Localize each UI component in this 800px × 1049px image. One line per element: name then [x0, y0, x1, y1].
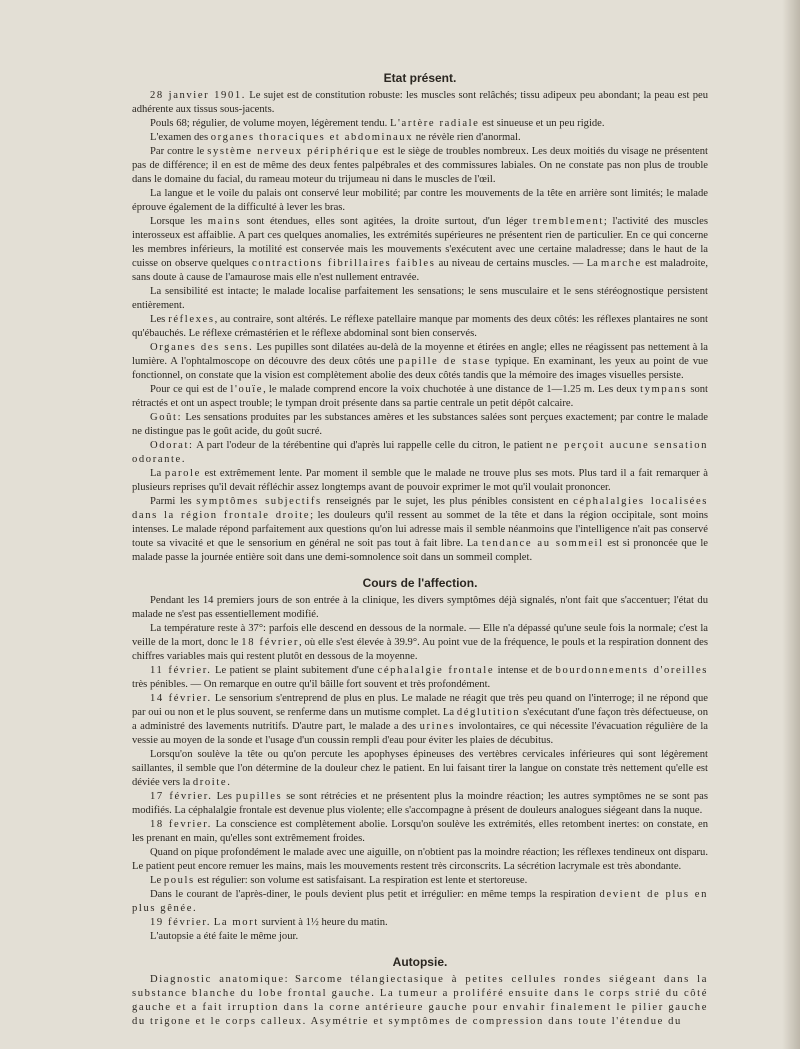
- paragraph: [132, 131, 708, 145]
- paragraph: [132, 888, 708, 916]
- text-run: sont rétractés et ont un aspect trouble; le tympan droit présente dans sa partie centrale un petit dépôt calcaire.: [132, 384, 708, 409]
- spaced-emphasis: Goût:: [150, 412, 183, 423]
- spaced-emphasis: symptômes subjectifs: [196, 496, 322, 507]
- section-heading-autopsie: Autopsie.: [392, 955, 448, 969]
- text-run: L'autopsie a été faite le même jour.: [150, 931, 299, 942]
- text-run: Quand on pique profondément le malade avec une aiguille, on n'obtient pas la moindre réaction; les réflexes tendineux ont disparu. Le patient peut encore remuer les mains, mais les mouvements restent très circonscrits. La sécrétion lacrymale est très abondante.: [132, 847, 708, 872]
- spaced-emphasis: tympans: [640, 384, 688, 395]
- spaced-emphasis: 14 février.: [150, 693, 212, 704]
- text-run: renseignés par le sujet, les plus pénibles consistent en: [321, 496, 574, 507]
- paragraph: [132, 664, 708, 692]
- text-run: Lorsqu'on soulève la tête ou qu'on percute les apophyses épineuses des vertèbres cervicales inférieures qui sont légèrement saillantes, il semble que l'on détermine de la douleur chez le patient. En lui faisant tirer la langue on constate très nettement qu'elle est déviée vers la: [132, 749, 708, 788]
- text-run: Par contre le: [150, 146, 208, 157]
- paragraph: [132, 117, 708, 131]
- paragraph: [132, 790, 708, 818]
- document-body: [132, 70, 708, 1029]
- spaced-emphasis: organes thoraciques et abdominaux: [210, 132, 414, 143]
- spaced-emphasis: 11 février.: [150, 665, 212, 676]
- text-run: est extrêmement lente. Par moment il semble que le malade ne trouve plus ses mots. Plus tard il a fait remarquer à plusieurs reprises qu'il devait réfléchir assez longtemps avant de pouvoir exprimer le mot qu'il voulait prononcer.: [132, 468, 708, 493]
- text-run: Le: [150, 875, 164, 886]
- paragraph: [132, 145, 708, 187]
- paragraph: [132, 383, 708, 411]
- paragraph: [132, 285, 708, 313]
- text-run: Les sensations produites par les substances amères et les substances salées sont perçues exactement; par contre le malade ne distingue pas le goût acide, du goût sucré.: [132, 412, 708, 437]
- spaced-emphasis: 28 janvier 1901.: [150, 90, 246, 101]
- text-run: Lorsque les: [150, 216, 208, 227]
- text-run: sont étendues, elles sont agitées, la droite surtout, d'un léger: [241, 216, 533, 227]
- text-run: Le sujet est de constitution robuste: les muscles sont relâchés; tissu adipeux peu abondant; la peau est peu adhérente aux tissus sous-jacents.: [132, 90, 708, 115]
- paragraph: [132, 930, 708, 944]
- paragraph: [132, 594, 708, 622]
- text-run: Pouls 68; régulier, de volume moyen, légèrement tendu.: [150, 118, 390, 129]
- text-run: , au contraire, sont altérés. Le réflexe patellaire manque par moments des deux côtés: les réflexes plantaires ne sont qu'ébauchés. Le réflexe crémastérien et le réflexe abdominal sont bien conservés.: [132, 314, 708, 339]
- spaced-emphasis: réflexes: [168, 314, 215, 325]
- spaced-emphasis: Diagnostic anatomique:: [150, 974, 290, 985]
- spaced-emphasis: 18 février: [241, 637, 299, 648]
- text-run: Pendant les 14 premiers jours de son entrée à la clinique, les divers symptômes déjà signalés, n'ont fait que s'accentuer; l'état du malade ne s'est pas essentiellement modifié.: [132, 595, 708, 620]
- text-run: est maladroite, sans doute à cause de l'amaurose mais elle n'est nullement entravée.: [132, 258, 708, 283]
- text-run: ne révèle rien d'anormal.: [413, 132, 521, 143]
- text-run: involontaires, ce qui nécessite l'évacuation régulière de la vessie au moyen de la sonde et l'usage d'un coussin rempli d'eau pour éviter les plaies de décubitus.: [132, 721, 708, 746]
- text-run: est si prononcée que le malade passe la journée entière soit dans une demi-somnolence soit dans un sommeil complet.: [132, 538, 709, 563]
- spaced-emphasis: céphalalgies localisées dans la région frontale droite: [132, 496, 709, 521]
- spaced-emphasis: système nerveux périphérique: [207, 146, 380, 157]
- text-run: Le sensorium s'entreprend de plus en plus. Le malade ne réagit que très peu quand on l'interroge; il ne répond que par oui ou non et le plus souvent, se renferme dans un mutisme complet. La: [132, 693, 708, 718]
- paragraph: [132, 818, 708, 846]
- text-run: .: [193, 903, 196, 914]
- spaced-emphasis: 18 fevrier.: [150, 819, 213, 830]
- spaced-emphasis: pupilles: [235, 791, 283, 802]
- text-run: Dans le courant de l'après-diner, le pouls devient plus petit et irrégulier: en même temps la respiration: [150, 889, 600, 900]
- text-run: , où elle s'est élevée à 39.9°. Au point vue de la fréquence, le pouls et la respiration donnent des chiffres variables mais qui restent plutôt en dessous de la moyenne.: [132, 637, 708, 662]
- spaced-emphasis: mains: [207, 216, 242, 227]
- text-run: Les: [212, 791, 236, 802]
- paragraph: [132, 495, 708, 565]
- spaced-emphasis: tendance au sommeil: [481, 538, 604, 549]
- paragraph: [132, 187, 708, 215]
- spaced-emphasis: papille de stase: [398, 356, 491, 367]
- spaced-emphasis: ne perçoit aucune sensation odorante: [132, 440, 708, 465]
- text-run: A part l'odeur de la térébentine qui d'après lui rappelle celle du citron, le patient: [193, 440, 547, 451]
- paragraph: [132, 313, 708, 341]
- text-run: Les pupilles sont dilatées au-delà de la moyenne et étirées en angle; elles ne réagissent pas nettement à la lumière. A l'ophtalmoscope on découvre des deux côtés une: [132, 342, 708, 367]
- spaced-emphasis: marche: [601, 258, 642, 269]
- spaced-emphasis: urines: [419, 721, 456, 732]
- text-run: , le malade comprend encore la voix chuchotée à une distance de 1—1.25 m. Les deux: [263, 384, 641, 395]
- spaced-emphasis: parole: [164, 468, 201, 479]
- text-run: au niveau de certains muscles. — La: [435, 258, 602, 269]
- paragraph: [132, 467, 708, 495]
- paragraph: [132, 916, 708, 930]
- text-run: est régulier: son volume est satisfaisant. La respiration est lente et stertoreuse.: [194, 875, 528, 886]
- spaced-emphasis: Sarcome télangiectasique à petites cellules rondes siégeant dans la substance blanche du lobe frontal gauche. La tumeur a proliféré ensuite dans le corps strié du côté gauche et a fait irruption dans la corne antérieure gauche pour envahir finalement le pilier gauche du trigone et le corps calleux. Asymétrie et symptômes de compression dans toute l'étendue du: [132, 974, 708, 1027]
- text-run: se sont rétrécies et ne présentent plus la moindre réaction; les autres symptômes ne se sont pas modifiés. La céphalalgie frontale est devenue plus violente; elle s'accompagne à présent de douleurs analogues siégeant dans la nuque.: [132, 791, 709, 816]
- text-run: survient à 1½ heure du matin.: [258, 917, 388, 928]
- text-run: .: [181, 454, 185, 465]
- text-run: Parmi les: [150, 496, 197, 507]
- spaced-emphasis: devient de plus en plus gênée: [132, 889, 708, 914]
- spaced-emphasis: Odorat:: [150, 440, 194, 451]
- spaced-emphasis: 19 février.: [150, 917, 212, 928]
- spaced-emphasis: L'artère radiale: [389, 118, 480, 129]
- text-run: intense et de: [494, 665, 556, 676]
- paragraph: [132, 622, 708, 664]
- paragraph: [132, 846, 708, 874]
- text-run: s'exécutant d'une façon très défectueuse, on a administré des lavements nutritifs. D'autre part, le malade a des: [132, 707, 708, 732]
- text-run: très pénibles. — On remarque en outre qu'il bâille fort souvent et très profondément.: [132, 679, 491, 690]
- text-run: L'examen des: [150, 132, 211, 143]
- paragraph: [132, 341, 708, 383]
- text-run: La température reste à 37°: parfois elle descend en dessous de la normale. — Elle n'a dépassé qu'une seule fois la normale; c'est la veille de la mort, donc le: [132, 623, 708, 648]
- text-run: La sensibilité est intacte; le malade localise parfaitement les sensations; le sens musculaire et le sens stéréognostique persistent entièrement.: [132, 286, 708, 311]
- spaced-emphasis: déglutition: [456, 707, 521, 718]
- spaced-emphasis: tremblement: [532, 216, 604, 227]
- page-edge-shadow: [782, 0, 800, 1049]
- spaced-emphasis: 17 février.: [150, 791, 213, 802]
- spaced-emphasis: Organes des sens.: [150, 342, 254, 353]
- paragraph: [132, 89, 708, 117]
- paragraph: [132, 411, 708, 439]
- text-run: ; les douleurs qu'il ressent au sommet de la tête et dans la région occipitale, sont moins intenses. Le malade répond parfaitement aux questions qu'on lui adresse mais il semble néanmoins que l'intelligence n'ait pas conservé toute sa vivacité et que le sensorium en général ne soit pas tout à fait libre. La: [132, 510, 708, 549]
- text-run: est sinueuse et un peu rigide.: [479, 118, 605, 129]
- text-run: Les: [150, 314, 169, 325]
- spaced-emphasis: contractions fibrillaires faibles: [252, 258, 436, 269]
- text-run: Pour ce qui est de: [150, 384, 231, 395]
- paragraph: [132, 748, 708, 790]
- text-run: .: [227, 777, 230, 788]
- paragraph: [132, 215, 708, 285]
- text-run: ; l'activité des muscles interosseux est affaiblie. A part ces quelques anomalies, les extrémités supérieures ne présentent rien de particulier. En ce qui concerne les membres inférieurs, la motilité est conservée mais les mouvements s'exécutent avec une certaine maladresse; dans le haut de la cuisse on observe quelques: [132, 216, 709, 269]
- text-run: La conscience est complètement abolie. Lorsqu'on soulève les extrémités, elles retombent inertes: on constate, en les prenant en main, qu'elles sont extrêmement froides.: [132, 819, 708, 844]
- text-run: La langue et le voile du palais ont conservé leur mobilité; par contre les mouvements de la tête en arrière sont limités; le malade éprouve également de la difficulté à lever les bras.: [132, 188, 708, 213]
- section-heading-etat-present: Etat présent.: [383, 71, 457, 85]
- paragraph: [132, 973, 708, 1029]
- spaced-emphasis: céphalalgie frontale: [377, 665, 495, 676]
- text-run: Le patient se plaint subitement d'une: [211, 665, 378, 676]
- spaced-emphasis: pouls: [163, 875, 195, 886]
- spaced-emphasis: l'ouïe: [230, 384, 264, 395]
- section-heading-cours-de-l-affection: Cours de l'affection.: [362, 576, 478, 590]
- spaced-emphasis: droite: [192, 777, 228, 788]
- text-run: typique. En examinant, les yeux au point de vue fonctionnel, on constate que la vision est complètement abolie des deux côtés tandis que la mémoire des images visuelles persiste.: [132, 356, 708, 381]
- text-run: La: [150, 468, 165, 479]
- spaced-emphasis: La mort: [213, 917, 259, 928]
- paragraph: [132, 439, 708, 467]
- text-run: est le siège de troubles nombreux. Les deux moitiés du visage ne présentent pas de différence; il en est de même des deux fentes palpébrales et des commissures labiales. On ne constate pas non plus de trouble dans le domaine du facial, du rameau moteur du trijumeau ni dans le muscles de l'œil.: [132, 146, 708, 185]
- spaced-emphasis: bourdonnements d'oreilles: [555, 665, 708, 676]
- paragraph: [132, 874, 708, 888]
- paragraph: [132, 692, 708, 748]
